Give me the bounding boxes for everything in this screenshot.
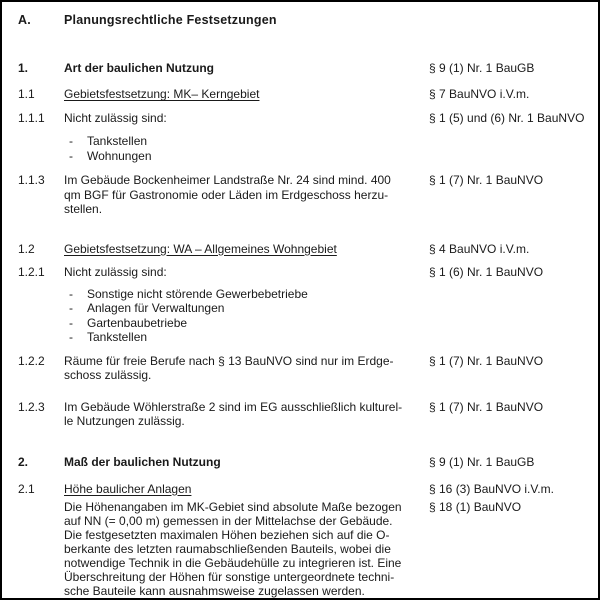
legal-reference: § 1 (7) Nr. 1 BauNVO	[429, 353, 544, 368]
clause-line: stellen.	[64, 202, 103, 216]
clause-title	[64, 455, 427, 470]
header-row	[18, 13, 592, 28]
bullet-item	[69, 134, 427, 149]
clause-row-1-2	[18, 242, 592, 257]
clause-text	[64, 265, 427, 280]
bullet-text: Tankstellen	[87, 134, 148, 148]
clause-line: Gebietsfestsetzung: WA – Allgemeines Wohngebiet	[64, 241, 337, 256]
clause-line: Gebietsfestsetzung: MK– Kerngebiet	[64, 87, 260, 101]
legal-reference: § 18 (1) BauNVO	[429, 499, 522, 514]
bullet-text: Sonstige nicht störende Gewerbebetriebe	[87, 286, 308, 301]
bullet-dash: -	[69, 330, 73, 344]
clause-line: berkante des letzten raumabschließenden Bauteils, wobei die	[64, 541, 391, 556]
clause-row-1	[18, 61, 592, 76]
bullet-dash: -	[69, 134, 73, 148]
clause-line: Die festgesetzten maximalen Höhen beziehen sich auf die O-	[64, 527, 390, 542]
clause-title	[64, 482, 427, 497]
legal-reference: § 1 (6) Nr. 1 BauNVO	[429, 264, 544, 279]
legal-reference: § 9 (1) Nr. 1 BauGB	[429, 61, 535, 75]
legal-reference: § 7 BauNVO i.V.m.	[429, 87, 530, 101]
clause-line: notwendige Technik in die Gebäudehülle zu integrieren ist. Eine	[64, 555, 402, 570]
clause-text	[64, 173, 427, 217]
bullet-dash: -	[69, 148, 73, 163]
clause-number: 1.1.3	[18, 173, 45, 187]
clause-line: Nicht zulässig sind:	[64, 111, 167, 125]
bullet-text: Tankstellen	[87, 330, 148, 344]
bullet-item	[69, 316, 427, 331]
clause-text	[64, 400, 427, 429]
clause-row-1-2-3	[18, 400, 592, 429]
clause-number: 1.2	[18, 241, 35, 256]
clause-line: qm BGF für Gastronomie oder Läden im Erdgeschoss herzu-	[64, 187, 389, 202]
clause-text	[64, 500, 427, 598]
clause-line: Höhe baulicher Anlagen	[64, 481, 192, 496]
clause-line: schoss zulässig.	[64, 368, 152, 382]
legal-reference: § 1 (5) und (6) Nr. 1 BauNVO	[429, 111, 585, 125]
legal-reference: § 1 (7) Nr. 1 BauNVO	[429, 399, 544, 414]
clause-number: 1.	[18, 61, 29, 75]
clause-line: Räume für freie Berufe nach § 13 BauNVO sind nur im Erdge-	[64, 353, 394, 368]
clause-number: 1.2.1	[18, 264, 45, 279]
clause-title	[64, 87, 427, 102]
bullet-dash: -	[69, 315, 73, 330]
clause-line: le Nutzungen zulässig.	[64, 414, 185, 428]
clause-number: 1.1	[18, 87, 35, 101]
clause-number: 1.2.2	[18, 353, 45, 368]
clause-number: 2.1	[18, 481, 35, 496]
bullet-list-row	[18, 287, 592, 345]
legal-reference: § 9 (1) Nr. 1 BauGB	[429, 454, 535, 469]
clause-number: 1.1.1	[18, 111, 45, 125]
clause-line: sche Bauteile kann ausnahmsweise zugelassen werden.	[64, 583, 365, 598]
clause-row-1-1	[18, 87, 592, 102]
clause-paragraph-row	[18, 500, 592, 598]
document-content	[2, 2, 598, 598]
clause-text	[64, 354, 427, 383]
bullet-item	[69, 287, 427, 302]
bullet-list	[64, 134, 427, 163]
bullet-text: Wohnungen	[87, 148, 152, 163]
clause-number: 2.	[18, 454, 29, 469]
clause-row-1-2-2	[18, 354, 592, 383]
clause-title	[64, 61, 427, 76]
bullet-item	[69, 301, 427, 316]
clause-line: Maß der baulichen Nutzung	[64, 454, 221, 469]
legal-reference: § 1 (7) Nr. 1 BauNVO	[429, 173, 544, 187]
legal-reference: § 4 BauNVO i.V.m.	[429, 241, 530, 256]
bullet-text: Gartenbaubetriebe	[87, 315, 188, 330]
bullet-list	[64, 287, 427, 345]
bullet-dash: -	[69, 301, 73, 315]
section-letter: A.	[18, 13, 31, 27]
clause-row-1-2-1	[18, 265, 592, 280]
clause-row-2-1	[18, 482, 592, 497]
clause-title	[64, 242, 427, 257]
legal-reference: § 16 (3) BauNVO i.V.m.	[429, 481, 554, 496]
clause-line: Im Gebäude Bockenheimer Landstraße Nr. 24 sind mind. 400	[64, 173, 391, 187]
clause-line: Im Gebäude Wöhlerstraße 2 sind im EG ausschließlich kulturel-	[64, 399, 403, 414]
bullet-item	[69, 330, 427, 345]
clause-line: Überschreitung der Höhen für sonstige untergeordnete techni-	[64, 569, 395, 584]
bullet-dash: -	[69, 286, 73, 301]
clause-line: Die Höhenangaben im MK-Gebiet sind absolute Maße bezogen	[64, 499, 402, 514]
bullet-item	[69, 149, 427, 164]
bullet-text: Anlagen für Verwaltungen	[87, 301, 225, 315]
clause-text	[64, 111, 427, 126]
bullet-list-row	[18, 134, 592, 163]
clause-line: auf NN (= 0,00 m) gemessen in der Mittelachse der Gebäude.	[64, 513, 393, 528]
clause-row-2	[18, 455, 592, 470]
clause-row-1-1-3	[18, 173, 592, 217]
page-title: Planungsrechtliche Festsetzungen	[64, 13, 277, 27]
clause-line: Art der baulichen Nutzung	[64, 61, 214, 75]
clause-line: Nicht zulässig sind:	[64, 264, 167, 279]
clause-row-1-1-1	[18, 111, 592, 126]
clause-number: 1.2.3	[18, 399, 45, 414]
